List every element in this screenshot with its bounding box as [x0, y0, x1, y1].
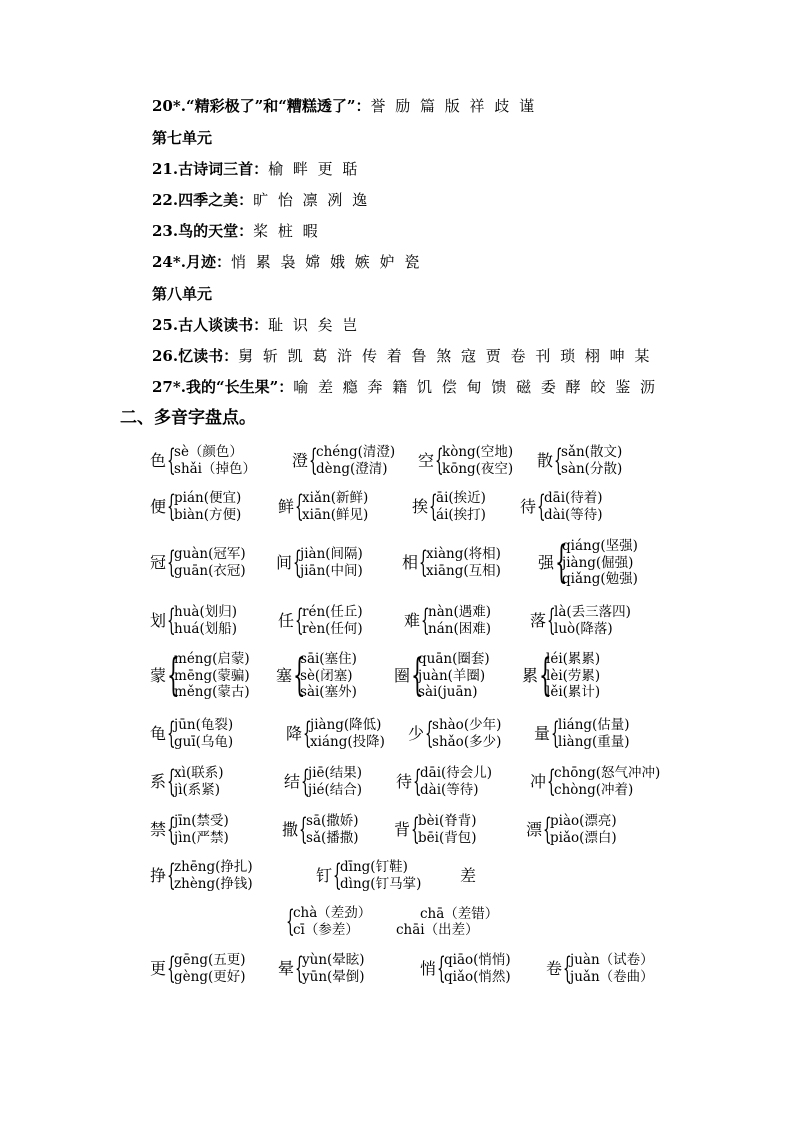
polyphone-entry	[150, 651, 250, 701]
reading: juàn(羊圈)	[418, 667, 486, 684]
reading: yùn(晕眩)	[302, 952, 365, 968]
reading: sè（颜色）	[174, 444, 243, 460]
polyphone-char: 相	[402, 552, 419, 572]
polyphone-char: 冲	[530, 771, 547, 791]
lesson-label: 27*.我的“长生果”：	[152, 378, 294, 396]
polyphone-entry	[408, 717, 501, 750]
lesson-22	[152, 190, 368, 210]
polyphone-entry	[538, 538, 638, 588]
brace-icon: {	[437, 950, 446, 986]
section-2-title: 二、多音字盘点。	[120, 408, 256, 428]
polyphone-entry	[394, 813, 477, 846]
reading: juǎn（卷曲）	[570, 968, 654, 985]
reading: měng(蒙古)	[174, 684, 250, 700]
reading: jiān(中间)	[300, 562, 363, 579]
lesson-label: 26.忆读书：	[152, 347, 239, 365]
polyphone-entry	[404, 604, 491, 637]
polyphone-entry	[150, 952, 246, 985]
polyphone-entry	[278, 604, 363, 637]
reading: zhēng(挣扎)	[174, 859, 253, 875]
polyphone-char: 量	[534, 723, 551, 743]
lesson-label: 20*.“精彩极了”和“糟糕透了”：	[152, 97, 371, 115]
reading: jìn(严禁)	[174, 829, 229, 846]
brace-icon: {	[293, 544, 302, 580]
brace-icon: {	[167, 811, 176, 847]
polyphone-entry	[402, 546, 501, 579]
brace-icon: {	[301, 763, 310, 799]
lesson-23	[152, 221, 319, 241]
lesson-label: 22.四季之美：	[152, 191, 254, 209]
brace-icon: {	[167, 649, 180, 701]
polyphone-entry	[276, 651, 357, 701]
polyphone-entry	[150, 546, 246, 579]
reading: huá(划船)	[174, 620, 237, 637]
reading: bēi(背包)	[418, 829, 477, 846]
reading: yūn(晕倒)	[302, 968, 365, 985]
reading: rén(任丘)	[302, 604, 363, 620]
polyphone-entry	[150, 765, 223, 798]
polyphone-entry	[284, 765, 362, 798]
lesson-label: 24*.月迹：	[152, 253, 231, 271]
reading: chāi（出差）	[396, 922, 479, 938]
brace-icon: {	[421, 602, 430, 638]
reading: sàn(分散)	[561, 460, 623, 477]
lesson-27	[152, 377, 656, 397]
reading: gèng(更好)	[174, 968, 246, 985]
reading: jīn(禁受)	[174, 813, 229, 829]
polyphone-entry	[530, 765, 660, 798]
reading: chà（差劲）	[293, 905, 372, 921]
brace-icon: {	[299, 811, 308, 847]
polyphone-char: 禁	[150, 819, 167, 839]
reading: nán(困难)	[428, 620, 491, 637]
lesson-label: 21.古诗词三首：	[152, 160, 269, 178]
lesson-label: 25.古人谈读书：	[152, 316, 269, 334]
reading: sǎ(播撒)	[306, 829, 359, 846]
polyphone-entry	[418, 444, 513, 477]
brace-icon: {	[411, 811, 420, 847]
reading: xiàng(将相)	[426, 546, 501, 562]
polyphone-char: 空	[418, 450, 435, 470]
reading: xiān(鲜见)	[302, 506, 369, 523]
lesson-chars: 悄 累 袅 嫦 娥 嫉 妒 瓷	[230, 253, 421, 271]
reading: xiǎn(新鲜)	[302, 490, 369, 506]
reading: dài(等待)	[420, 781, 479, 798]
polyphone-char: 难	[404, 610, 421, 630]
lesson-chars: 榆 畔 更 聒	[268, 160, 359, 178]
brace-icon: {	[167, 715, 176, 751]
reading: luò(降落)	[554, 620, 613, 637]
lesson-chars: 舅 斩 凯 葛 浒 传 着 鲁 煞 寇 贾 卷 刊 琐 栩 呻 某	[238, 347, 651, 365]
brace-icon: {	[413, 763, 422, 799]
polyphone-entry	[546, 952, 654, 985]
brace-icon: {	[551, 715, 560, 751]
reading: liàng(重量)	[558, 733, 630, 750]
brace-icon: {	[539, 649, 552, 701]
reading: quān(圈套)	[418, 651, 490, 667]
reading: sāi(塞住)	[300, 651, 357, 667]
unit-7-heading: 第七单元	[152, 129, 213, 147]
reading: là(丢三落四)	[554, 604, 631, 620]
polyphone-char: 便	[150, 496, 167, 516]
brace-icon: {	[411, 649, 424, 701]
reading: chā（差错）	[420, 906, 499, 922]
brace-icon: {	[425, 715, 434, 751]
reading: bèi(脊背)	[418, 813, 477, 829]
polyphone-entry	[316, 859, 421, 892]
reading: guàn(冠军)	[174, 546, 246, 562]
reading: qiǎng(勉强)	[562, 571, 638, 587]
reading: chéng(清澄)	[316, 444, 396, 460]
polyphone-char: 塞	[276, 665, 293, 685]
reading: sè(闭塞)	[300, 667, 353, 684]
lesson-25	[152, 315, 358, 335]
polyphone-entry	[150, 444, 256, 477]
polyphone-entry	[150, 717, 233, 750]
polyphone-char: 圈	[394, 665, 411, 685]
polyphone-char: 卷	[546, 958, 563, 978]
polyphone-entry	[292, 444, 395, 477]
cha-readings	[286, 905, 371, 938]
reading: sài(juān)	[418, 684, 478, 700]
brace-icon: {	[547, 763, 556, 799]
brace-icon: {	[295, 950, 304, 986]
polyphone-entry	[537, 444, 622, 477]
brace-icon: {	[303, 715, 312, 751]
polyphone-char: 挣	[150, 865, 167, 885]
brace-icon: {	[167, 602, 176, 638]
polyphone-entry	[150, 859, 253, 892]
polyphone-char: 钉	[316, 865, 333, 885]
reading: dīng(钉鞋)	[340, 859, 408, 875]
reading: shǎo(多少)	[432, 733, 502, 750]
polyphone-char: 悄	[420, 958, 437, 978]
brace-icon: {	[554, 442, 563, 478]
polyphone-char: 挨	[412, 496, 429, 516]
reading: lèi(劳累)	[546, 667, 601, 684]
polyphone-char: 强	[538, 552, 555, 572]
reading: méng(启蒙)	[174, 651, 250, 667]
reading: léi(累累)	[546, 651, 601, 667]
polyphone-char: 鲜	[278, 496, 295, 516]
polyphone-char: 更	[150, 958, 167, 978]
reading: dāi(待着)	[544, 490, 603, 506]
reading: dāi(待会儿)	[420, 765, 493, 781]
reading: shào(少年)	[432, 717, 502, 733]
polyphone-char: 龟	[150, 723, 167, 743]
brace-icon: {	[167, 488, 176, 524]
reading: lěi(累计)	[546, 684, 601, 700]
polyphone-char: 落	[530, 610, 547, 630]
reading: jiē(结果)	[308, 765, 363, 781]
reading: qiǎo(悄然)	[444, 968, 511, 985]
polyphone-char: 色	[150, 450, 167, 470]
polyphone-entry	[522, 651, 600, 701]
brace-icon: {	[547, 602, 556, 638]
polyphone-entry	[530, 604, 631, 637]
polyphone-char: 划	[150, 610, 167, 630]
brace-icon: {	[167, 442, 176, 478]
polyphone-char: 冠	[150, 552, 167, 572]
reading: gēng(五更)	[174, 952, 246, 968]
polyphone-entry	[396, 765, 492, 798]
polyphone-entry	[150, 490, 241, 523]
lesson-20	[152, 96, 535, 116]
polyphone-char: 蒙	[150, 665, 167, 685]
polyphone-entry	[282, 813, 359, 846]
polyphone-entry	[278, 490, 368, 523]
polyphone-entry	[394, 651, 490, 701]
lesson-26	[152, 346, 650, 366]
brace-icon: {	[293, 649, 306, 701]
polyphone-entry	[286, 717, 385, 750]
polyphone-char: 间	[276, 552, 293, 572]
brace-icon: {	[537, 488, 546, 524]
polyphone-entry	[534, 717, 630, 750]
reading: qiáng(坚强)	[562, 538, 638, 554]
brace-icon: {	[555, 536, 568, 588]
reading: kōng(夜空)	[442, 460, 514, 477]
reading: sài(塞外)	[300, 684, 357, 700]
lesson-chars: 桨 桩 暇	[253, 222, 319, 240]
reading: chòng(冲着)	[554, 781, 634, 798]
reading: shǎi（掉色）	[174, 460, 257, 477]
reading: sā(撒娇)	[306, 813, 359, 829]
lesson-chars: 喻 差 瘾 奔 籍 饥 偿 甸 馈 磁 委 酵 皎 鉴 沥	[293, 378, 656, 396]
polyphone-entry	[150, 604, 237, 637]
lesson-21	[152, 159, 358, 179]
brace-icon: {	[543, 811, 552, 847]
reading: kòng(空地)	[442, 444, 514, 460]
polyphone-entry	[520, 490, 603, 523]
polyphone-char: 降	[286, 723, 303, 743]
polyphone-char-cha: 差	[460, 866, 477, 885]
polyphone-char: 结	[284, 771, 301, 791]
reading: jì(系紧)	[174, 781, 221, 798]
polyphone-entry	[278, 952, 365, 985]
reading: jiàn(间隔)	[300, 546, 363, 562]
reading: piǎo(漂白)	[550, 829, 617, 846]
reading: jié(结合)	[308, 781, 363, 798]
polyphone-char: 系	[150, 771, 167, 791]
reading: huà(划归)	[174, 604, 237, 620]
brace-icon: {	[286, 903, 295, 939]
reading: jiàng(倔强)	[562, 554, 634, 571]
polyphone-char: 散	[537, 450, 554, 470]
polyphone-char: 待	[520, 496, 537, 516]
brace-icon: {	[167, 763, 176, 799]
reading: dài(等待)	[544, 506, 603, 523]
polyphone-char: 晕	[278, 958, 295, 978]
polyphone-entry	[412, 490, 486, 523]
unit-8-heading: 第八单元	[152, 285, 213, 303]
reading: qiāo(悄悄)	[444, 952, 511, 968]
polyphone-char: 累	[522, 665, 539, 685]
reading: ái(挨打)	[436, 506, 486, 523]
reading: mēng(蒙骗)	[174, 667, 250, 684]
reading: guān(衣冠)	[174, 562, 246, 579]
reading: pián(便宜)	[174, 490, 242, 506]
reading: xì(联系)	[174, 765, 224, 781]
brace-icon: {	[167, 544, 176, 580]
reading: piào(漂亮)	[550, 813, 617, 829]
brace-icon: {	[435, 442, 444, 478]
brace-icon: {	[309, 442, 318, 478]
reading: rèn(任何)	[302, 620, 363, 637]
reading: dìng(钉马掌)	[340, 875, 422, 892]
polyphone-char: 待	[396, 771, 413, 791]
polyphone-char: 漂	[526, 819, 543, 839]
brace-icon: {	[167, 857, 176, 893]
polyphone-char: 撒	[282, 819, 299, 839]
lesson-label: 23.鸟的天堂：	[152, 222, 254, 240]
polyphone-entry	[276, 546, 363, 579]
reading: biàn(方便)	[174, 506, 242, 523]
lesson-chars: 耻 识 矣 岂	[268, 316, 359, 334]
brace-icon: {	[295, 488, 304, 524]
reading: jiàng(降低)	[310, 717, 382, 733]
reading: cī（参差）	[293, 921, 359, 938]
brace-icon: {	[167, 950, 176, 986]
brace-icon: {	[295, 602, 304, 638]
reading: juàn（试卷）	[570, 952, 654, 968]
polyphone-char: 背	[394, 819, 411, 839]
brace-icon: {	[429, 488, 438, 524]
lesson-24	[152, 252, 420, 272]
reading: sǎn(散文)	[561, 444, 623, 460]
reading: dèng(澄清)	[316, 460, 388, 477]
reading: jūn(龟裂)	[174, 717, 234, 733]
polyphone-char: 澄	[292, 450, 309, 470]
polyphone-entry	[420, 952, 511, 985]
reading: zhèng(挣钱)	[174, 875, 253, 892]
reading: guī(乌龟)	[174, 733, 234, 750]
polyphone-entry	[526, 813, 617, 846]
lesson-chars: 旷 怡 凛 冽 逸	[253, 191, 369, 209]
brace-icon: {	[563, 950, 572, 986]
reading: xiāng(互相)	[426, 562, 501, 579]
polyphone-char: 任	[278, 610, 295, 630]
reading: xiáng(投降)	[310, 733, 385, 750]
reading: nàn(遇难)	[428, 604, 491, 620]
brace-icon: {	[419, 544, 428, 580]
reading: liáng(估量)	[558, 717, 630, 733]
polyphone-entry	[150, 813, 229, 846]
brace-icon: {	[333, 857, 342, 893]
polyphone-char: 少	[408, 723, 425, 743]
reading: āi(挨近)	[436, 490, 486, 506]
lesson-chars: 誉 励 篇 版 祥 歧 谨	[370, 97, 536, 115]
reading: chōng(怒气冲冲)	[554, 765, 661, 781]
